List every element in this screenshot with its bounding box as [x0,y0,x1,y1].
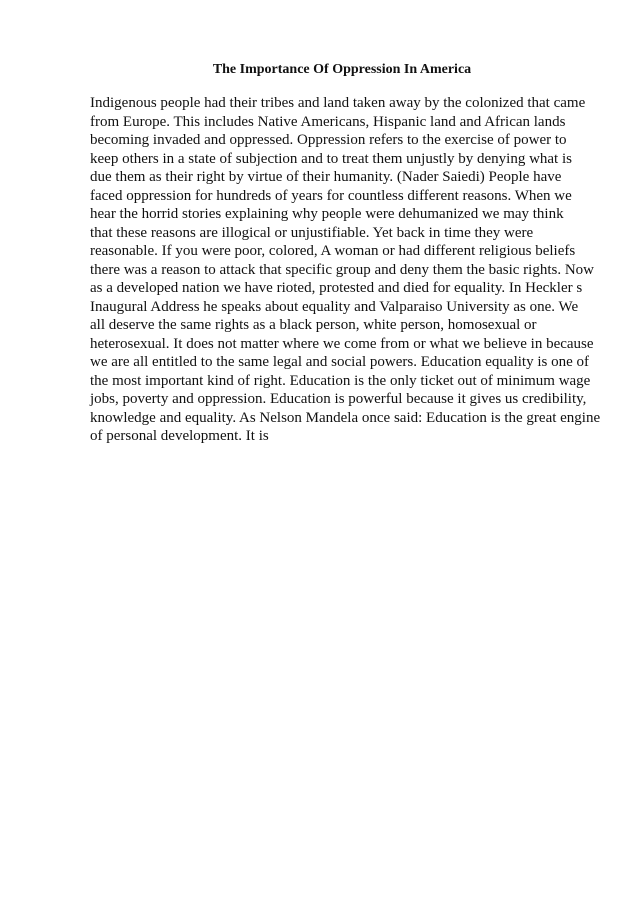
body-line: due them as their right by virtue of their humanity. (Nader Saiedi) People have [90,169,562,185]
body-line: the most important kind of right. Education is the only ticket out of minimum wage [90,372,591,389]
document-body [90,94,630,446]
body-line: keep others in a state of subjection and to treat them unjustly by denying what is [90,150,572,167]
body-line: there was a reason to attack that specific group and deny them the basic rights. Now [90,261,595,278]
body-line: faced oppression for hundreds of years for countless different reasons. When we [90,187,572,204]
body-line: hear the horrid stories explaining why people were dehumanized we may think [90,206,564,222]
body-line: as a developed nation we have rioted, protested and died for equality. In Heckler s [90,280,583,296]
body-line: that these reasons are illogical or unjustifiable. Yet back in time they were [90,224,534,241]
body-line: from Europe. This includes Native Americans, Hispanic land and African lands [90,113,566,130]
body-line: reasonable. If you were poor, colored, A woman or had different religious beliefs [90,243,576,259]
body-line: Inaugural Address he speaks about equality and Valparaiso University as one. We [90,298,579,315]
body-line: Indigenous people had their tribes and land taken away by the colonized that came [90,95,586,111]
body-line: becoming invaded and oppressed. Oppression refers to the exercise of power to [90,132,567,148]
body-line: knowledge and equality. As Nelson Mandela once said: Education is the great engine [90,409,601,426]
body-line: heterosexual. It does not matter where we come from or what we believe in because [90,335,594,352]
body-line: jobs, poverty and oppression. Education is powerful because it gives us credibility, [90,391,587,407]
body-line: of personal development. It is [90,428,269,444]
body-line: we are all entitled to the same legal and social powers. Education equality is one of [90,354,589,370]
body-line: all deserve the same rights as a black person, white person, homosexual or [90,317,537,333]
document-title: The Importance Of Oppression In America [212,62,472,77]
